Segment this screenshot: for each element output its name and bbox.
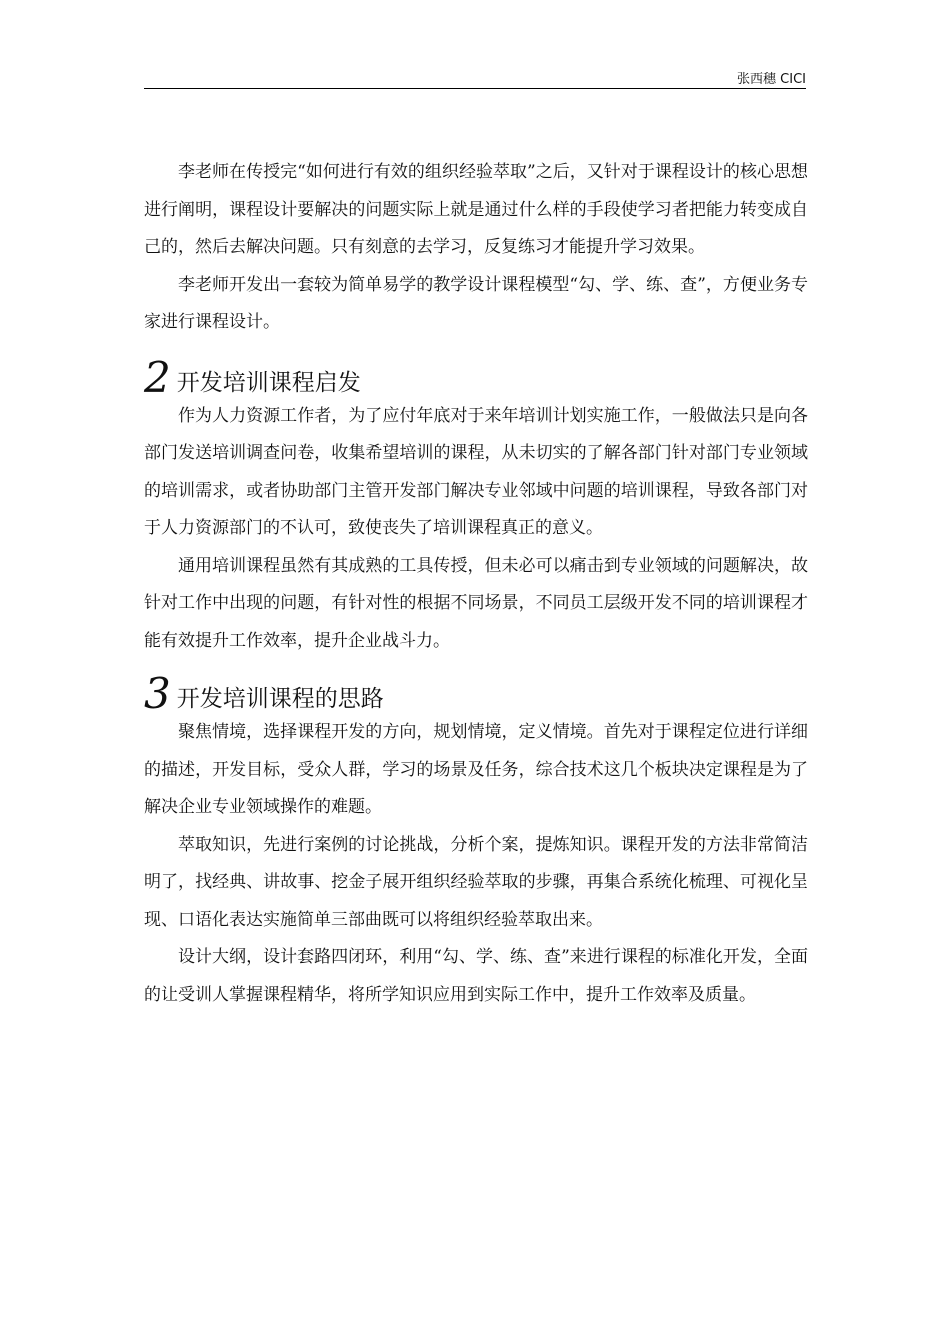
section-3-paragraph-2: 萃取知识，先进行案例的讨论挑战，分析个案，提炼知识。课程开发的方法非常简洁明了，找经典、讲故事、挖金子展开组织经验萃取的步骤，再集合系统化梳理、可视化呈现、口语化表达实施简单三部曲既可以将组织经验萃取出来。 <box>144 834 808 930</box>
section-3-paragraph-1: 聚焦情境，选择课程开发的方向，规划情境，定义情境。首先对于课程定位进行详细的描述，开发目标，受众人群，学习的场景及任务，综合技术这几个板块决定课程是为了解决企业专业领域操作的难题。 <box>144 722 808 817</box>
header-author: 张西穗 CICI <box>737 72 806 87</box>
section-3-paragraph-3: 设计大纲，设计套路四闭环，利用“勾、学、练、查”来进行课程的标准化开发，全面的让受训人掌握课程精华，将所学知识应用到实际工作中，提升工作效率及质量。 <box>144 947 808 1005</box>
section-2-paragraph-1: 作为人力资源工作者，为了应付年底对于来年培训计划实施工作，一般做法只是向各部门发送培训调查问卷，收集希望培训的课程，从未切实的了解各部门针对部门专业领域的培训需求，或者协助部门主管开发部门解决专业邻域中问题的培训课程，导致各部门对于人力资源部门的不认可，致使丧失了培训课程真正的意义。 <box>144 405 808 538</box>
section-3-number: 3 <box>144 669 171 718</box>
intro-paragraph-2: 李老师开发出一套较为简单易学的教学设计课程模型“勾、学、练、查”，方便业务专家进行课程设计。 <box>144 274 808 332</box>
section-2-title: 开发培训课程启发 <box>176 369 361 396</box>
section-3-title: 开发培训课程的思路 <box>176 686 384 712</box>
document-body <box>144 154 808 1014</box>
section-3-heading <box>144 669 808 718</box>
intro-paragraph-1: 李老师在传授完“如何进行有效的组织经验萃取”之后，又针对于课程设计的核心思想进行阐明，课程设计要解决的问题实际上就是通过什么样的手段使学习者把能力转变成自己的，然后去解决问题。只有刻意的去学习，反复练习才能提升学习效果。 <box>144 162 808 257</box>
section-2-paragraph-2: 通用培训课程虽然有其成熟的工具传授，但未必可以痛击到专业领域的问题解决，故针对工作中出现的问题，有针对性的根据不同场景，不同员工层级开发不同的培训课程才能有效提升工作效率，提升企业战斗力。 <box>144 555 808 651</box>
page-header <box>144 66 806 89</box>
section-2-heading <box>144 352 808 402</box>
section-2-number: 2 <box>144 352 171 402</box>
